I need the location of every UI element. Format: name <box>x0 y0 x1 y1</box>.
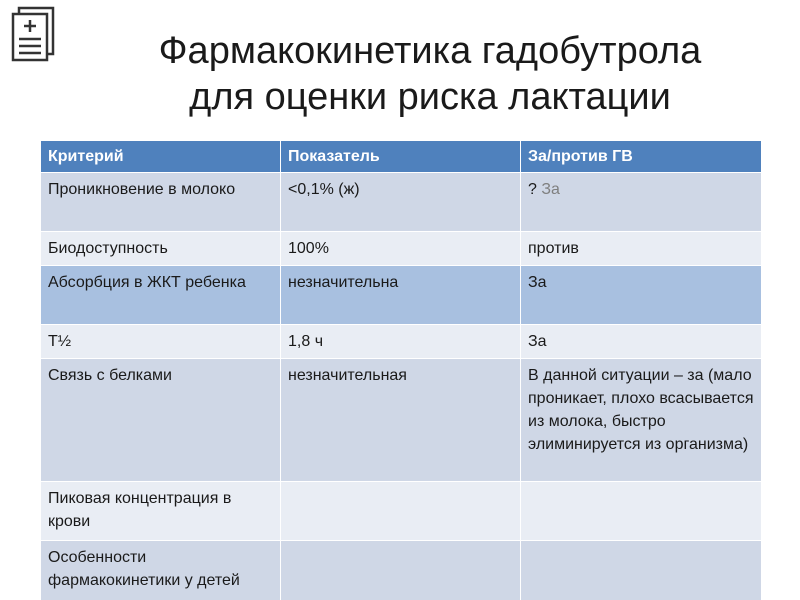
cell-value <box>281 541 521 600</box>
title-line-1: Фармакокинетика гадобутрола <box>158 30 702 72</box>
cell-value <box>281 482 521 541</box>
cell-verdict: против <box>521 232 762 266</box>
header-criterion: Критерий <box>41 141 281 173</box>
table-row <box>41 541 762 600</box>
table-row <box>41 173 762 232</box>
table-header-row <box>41 141 762 173</box>
title-line-2: для оценки риска лактации <box>189 76 671 118</box>
pharmacokinetics-table <box>40 140 762 600</box>
cell-verdict <box>521 173 762 232</box>
slide-title <box>70 28 790 120</box>
cell-verdict: За <box>521 266 762 325</box>
header-value: Показатель <box>281 141 521 173</box>
cell-verdict <box>521 482 762 541</box>
table-row <box>41 482 762 541</box>
cell-criterion: Абсорбция в ЖКТ ребенка <box>41 266 281 325</box>
header-verdict: За/против ГВ <box>521 141 762 173</box>
cell-verdict: В данной ситуации – за (мало проникает, плохо всасывается из молока, быстро элиминируется из организма) <box>521 359 762 482</box>
cell-criterion: Т½ <box>41 325 281 359</box>
verdict-text: За <box>541 181 560 198</box>
cell-value: незначительна <box>281 266 521 325</box>
cell-value: незначительная <box>281 359 521 482</box>
cell-verdict <box>521 541 762 600</box>
cell-criterion: Пиковая концентрация в крови <box>41 482 281 541</box>
table-row <box>41 359 762 482</box>
cell-criterion: Биодоступность <box>41 232 281 266</box>
cell-value: 1,8 ч <box>281 325 521 359</box>
cell-criterion: Проникновение в молоко <box>41 173 281 232</box>
table-row <box>41 325 762 359</box>
table-row <box>41 266 762 325</box>
cell-criterion: Особенности фармакокинетики у детей <box>41 541 281 600</box>
cell-value: <0,1% (ж) <box>281 173 521 232</box>
cell-criterion: Связь с белками <box>41 359 281 482</box>
verdict-prefix: ? <box>528 181 542 198</box>
document-plus-icon <box>10 6 58 62</box>
cell-verdict: За <box>521 325 762 359</box>
cell-value: 100% <box>281 232 521 266</box>
table-row <box>41 232 762 266</box>
